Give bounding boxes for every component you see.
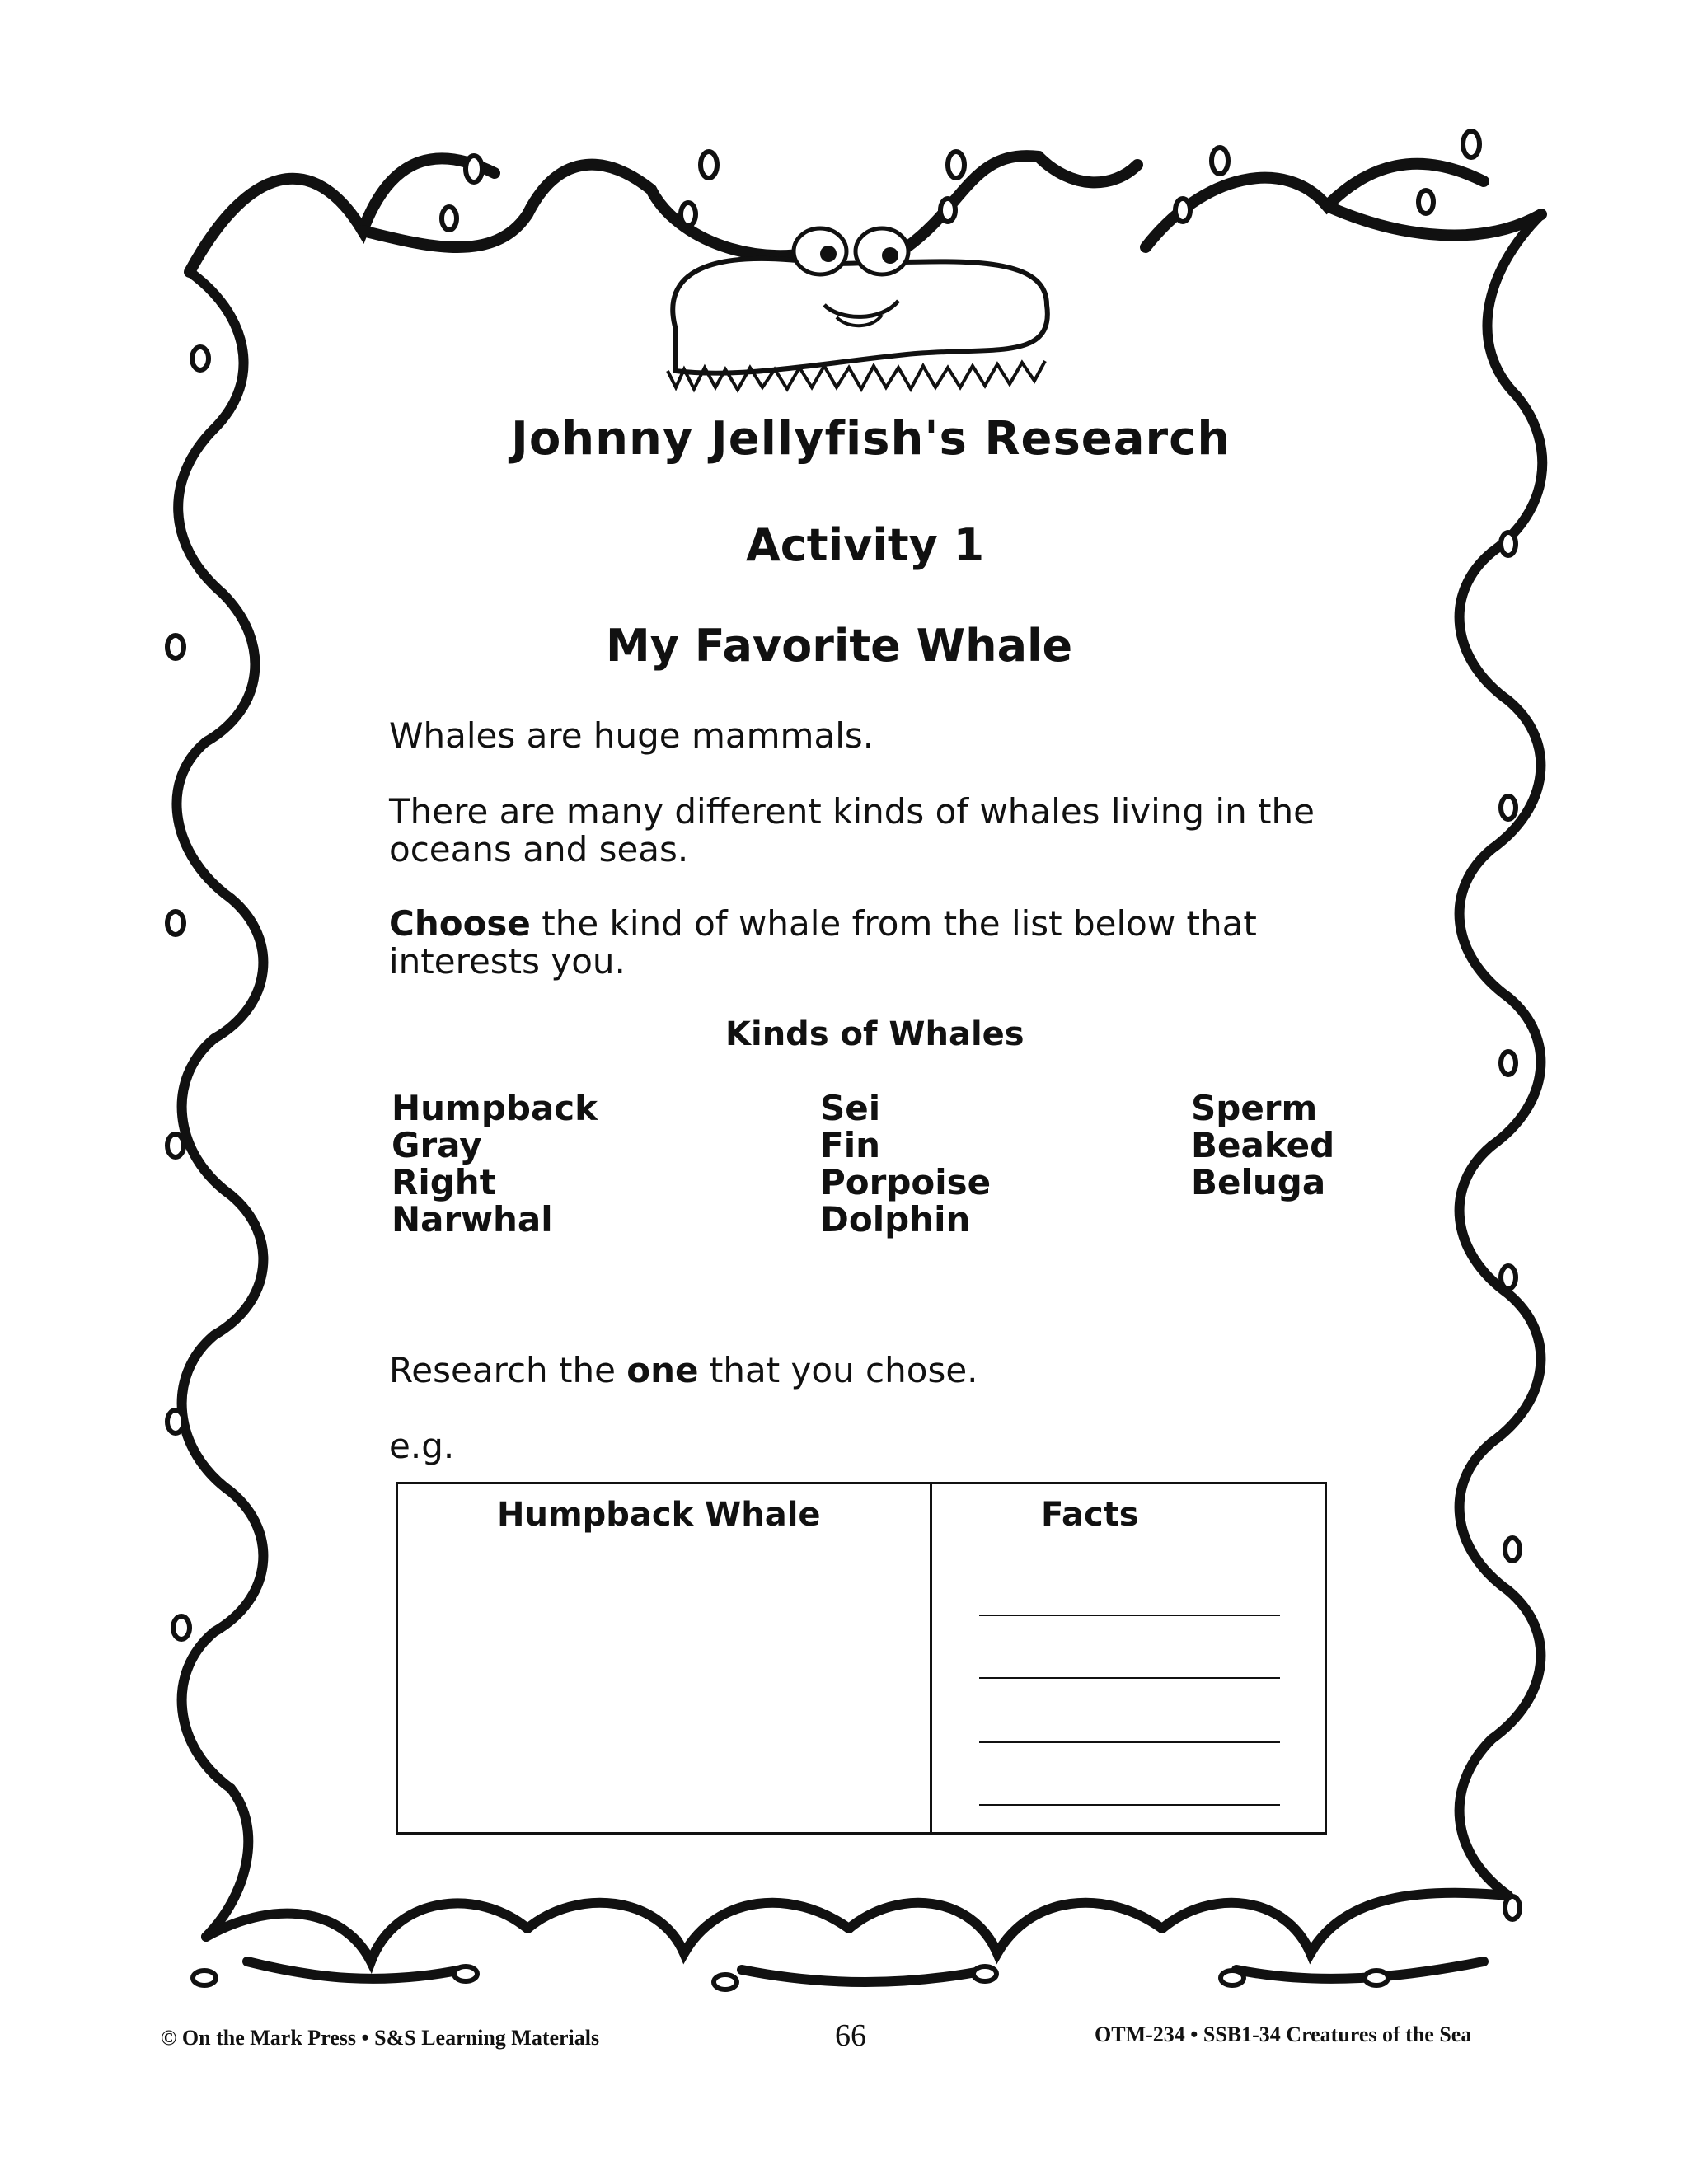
choose-instruction-line-2: interests you. bbox=[389, 941, 626, 982]
footer-copyright: © On the Mark Press • S&S Learning Materials bbox=[161, 2026, 600, 2050]
choose-bold-word: Choose bbox=[389, 903, 531, 944]
whale-gray: Gray bbox=[392, 1125, 482, 1165]
whale-sei: Sei bbox=[820, 1088, 881, 1128]
choose-rest: the kind of whale from the list below that bbox=[530, 903, 1257, 944]
fact-line-4 bbox=[979, 1804, 1280, 1806]
intro-line-2a: There are many different kinds of whales living in the bbox=[389, 791, 1315, 832]
research-pre: Research the bbox=[389, 1350, 627, 1390]
whale-list-column-1 bbox=[392, 1090, 598, 1238]
research-instruction bbox=[389, 1352, 978, 1390]
table-divider bbox=[930, 1484, 932, 1832]
table-right-header: Facts bbox=[1041, 1496, 1139, 1534]
page-number: 66 bbox=[835, 2018, 866, 2053]
footer-series: OTM-234 • SSB1-34 Creatures of the Sea bbox=[1095, 2022, 1472, 2046]
section-heading: My Favorite Whale bbox=[606, 620, 1073, 672]
page-title: Johnny Jellyfish's Research bbox=[511, 412, 1231, 466]
whale-list-column-3 bbox=[1191, 1090, 1334, 1201]
intro-line-1: Whales are huge mammals. bbox=[389, 715, 874, 756]
whale-humpback: Humpback bbox=[392, 1088, 598, 1128]
whale-fin: Fin bbox=[820, 1125, 880, 1165]
whale-sperm: Sperm bbox=[1191, 1088, 1318, 1128]
table-left-header: Humpback Whale bbox=[497, 1496, 821, 1534]
whale-beaked: Beaked bbox=[1191, 1125, 1335, 1165]
research-post: that you chose. bbox=[698, 1350, 978, 1390]
activity-heading: Activity 1 bbox=[746, 519, 985, 571]
whale-dolphin: Dolphin bbox=[820, 1199, 971, 1240]
whale-beluga: Beluga bbox=[1191, 1162, 1326, 1202]
whale-list-column-2 bbox=[820, 1090, 991, 1238]
choose-instruction bbox=[389, 905, 1257, 943]
fact-line-3 bbox=[979, 1741, 1280, 1743]
whale-right: Right bbox=[392, 1162, 496, 1202]
research-bold-word: one bbox=[626, 1350, 699, 1390]
fact-line-2 bbox=[979, 1677, 1280, 1679]
whale-narwhal: Narwhal bbox=[392, 1199, 553, 1240]
whale-list-heading: Kinds of Whales bbox=[725, 1015, 1025, 1053]
whale-porpoise: Porpoise bbox=[820, 1162, 992, 1202]
fact-line-1 bbox=[979, 1615, 1280, 1616]
example-label: e.g. bbox=[389, 1426, 455, 1466]
example-table bbox=[396, 1482, 1327, 1835]
intro-line-2b: oceans and seas. bbox=[389, 829, 689, 869]
